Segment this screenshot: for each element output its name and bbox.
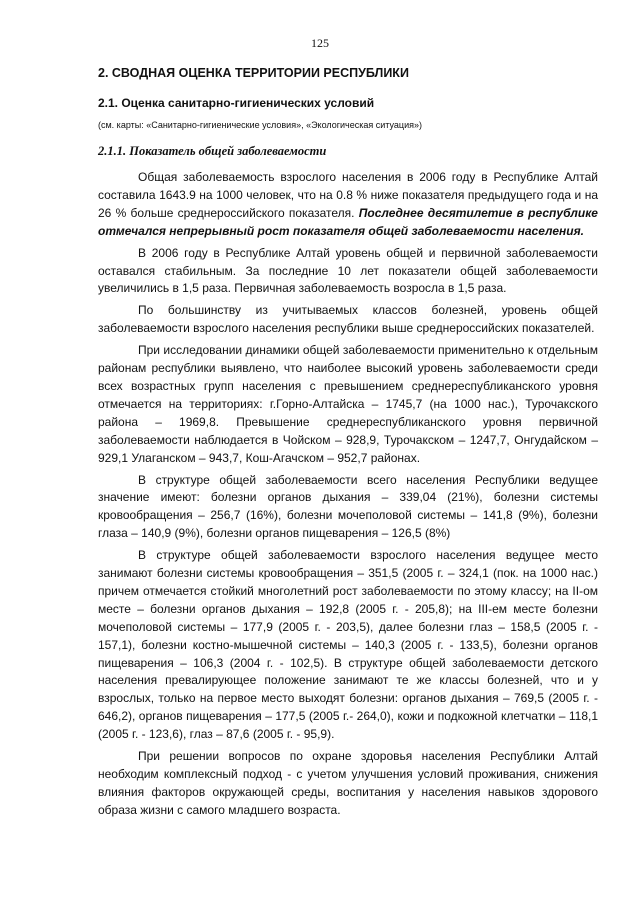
subsection-title: 2.1. Оценка санитарно-гигиенических условий xyxy=(98,96,375,110)
paragraph: По большинству из учитываемых классов болезней, уровень общей заболеваемости взрослого населения республики выше среднероссийских показателей. xyxy=(98,303,598,336)
paragraph-text: Общая заболеваемость взрослого населения в 2006 году в Республике Алтай составила 1643.9 на 1000 человек, что на 0.8 % ниже показателя предыдущего года и на 26 % больше среднероссийского показателя. xyxy=(98,170,598,220)
page-content xyxy=(98,66,598,824)
paragraph: В структуре общей заболеваемости всего населения Республики ведущее значение имеют: болезни органов дыхания – 339,04 (21%), болезни системы кровообращения – 256,7 (16%), болезни мочеполовой системы – 141,8 (9%), болезни глаза – 140,9 (9%), болезни органов пищеварения – 126,5 (8%) xyxy=(98,472,598,541)
paragraph: При решении вопросов по охране здоровья населения Республики Алтай необходим комплексный подход - с учетом улучшения условий проживания, снижения влияния факторов окружающей среды, воспитания у населения навыков здорового образа жизни с самого младшего возраста. xyxy=(98,749,598,817)
paragraph-emphasis: Последнее десятилетие в республике отмечался непрерывный рост показателя общей заболеваемости населения. xyxy=(98,205,598,238)
paragraph: При исследовании динамики общей заболеваемости применительно к отдельным районам республики выявлено, что наиболее высокий уровень заболеваемости среди всех возрастных групп населения с превышением среднереспубликанского уровня отмечается на территориях: г.Горно-Алтайска – 1745,7 (на 1000 нас.), Турочакского района – 1969,8. Превышение среднереспубликанского уровня первичной заболеваемости наблюдается в Чойском – 928,9, Турочакском – 1247,7, Онгудайском – 929,1 Улаганском – 943,7, Кош-Агачском – 952,7 районах. xyxy=(98,343,598,465)
paragraph: В структуре общей заболеваемости взрослого населения ведущее место занимают болезни системы кровообращения – 351,5 (2005 г. – 324,1 (пок. на 1000 нас.) причем отмечается стойкий многолетний рост заболеваемости по этому классу; на II-ом месте – болезни органов дыхания – 192,8 (2005 г. - 205,8); на III-ем месте болезни мочеполовой системы – 177,9 (2005 г. - 203,5), далее болезни глаз – 158,5 (2005 г. - 157,1), болезни костно-мышечной системы – 140,3 (2005 г. - 133,5), болезни органов пищеварения – 106,3 (2004 г. - 102,5). В структуре общей заболеваемости детского населения превалирующее положение занимают те же классы болезней, что и у взрослых, только на первое место выходят болезни: органов дыхания – 769,5 (2005 г. - 646,2), органов пищеварения – 177,5 (2005 г.- 264,0), кожи и подкожной клетчатки – 118,1 (2005 г. - 123,6), глаз – 87,6 (2005 г. - 95,9). xyxy=(98,548,598,742)
section-title: 2. СВОДНАЯ ОЦЕНКА ТЕРРИТОРИИ РЕСПУБЛИКИ xyxy=(98,66,409,80)
page-number: 125 xyxy=(311,36,329,50)
maps-reference: (см. карты: «Санитарно-гигиенические условия», «Экологическая ситуация») xyxy=(98,120,422,130)
paragraph: В 2006 году в Республике Алтай уровень общей и первичной заболеваемости оставался стабильным. За последние 10 лет показатели общей заболеваемости увеличились в 1,5 раза. Первичная заболеваемость возросла в 1,5 раза. xyxy=(98,245,598,296)
subsubsection-title: 2.1.1. Показатель общей заболеваемости xyxy=(98,144,327,158)
paragraph xyxy=(98,169,598,241)
